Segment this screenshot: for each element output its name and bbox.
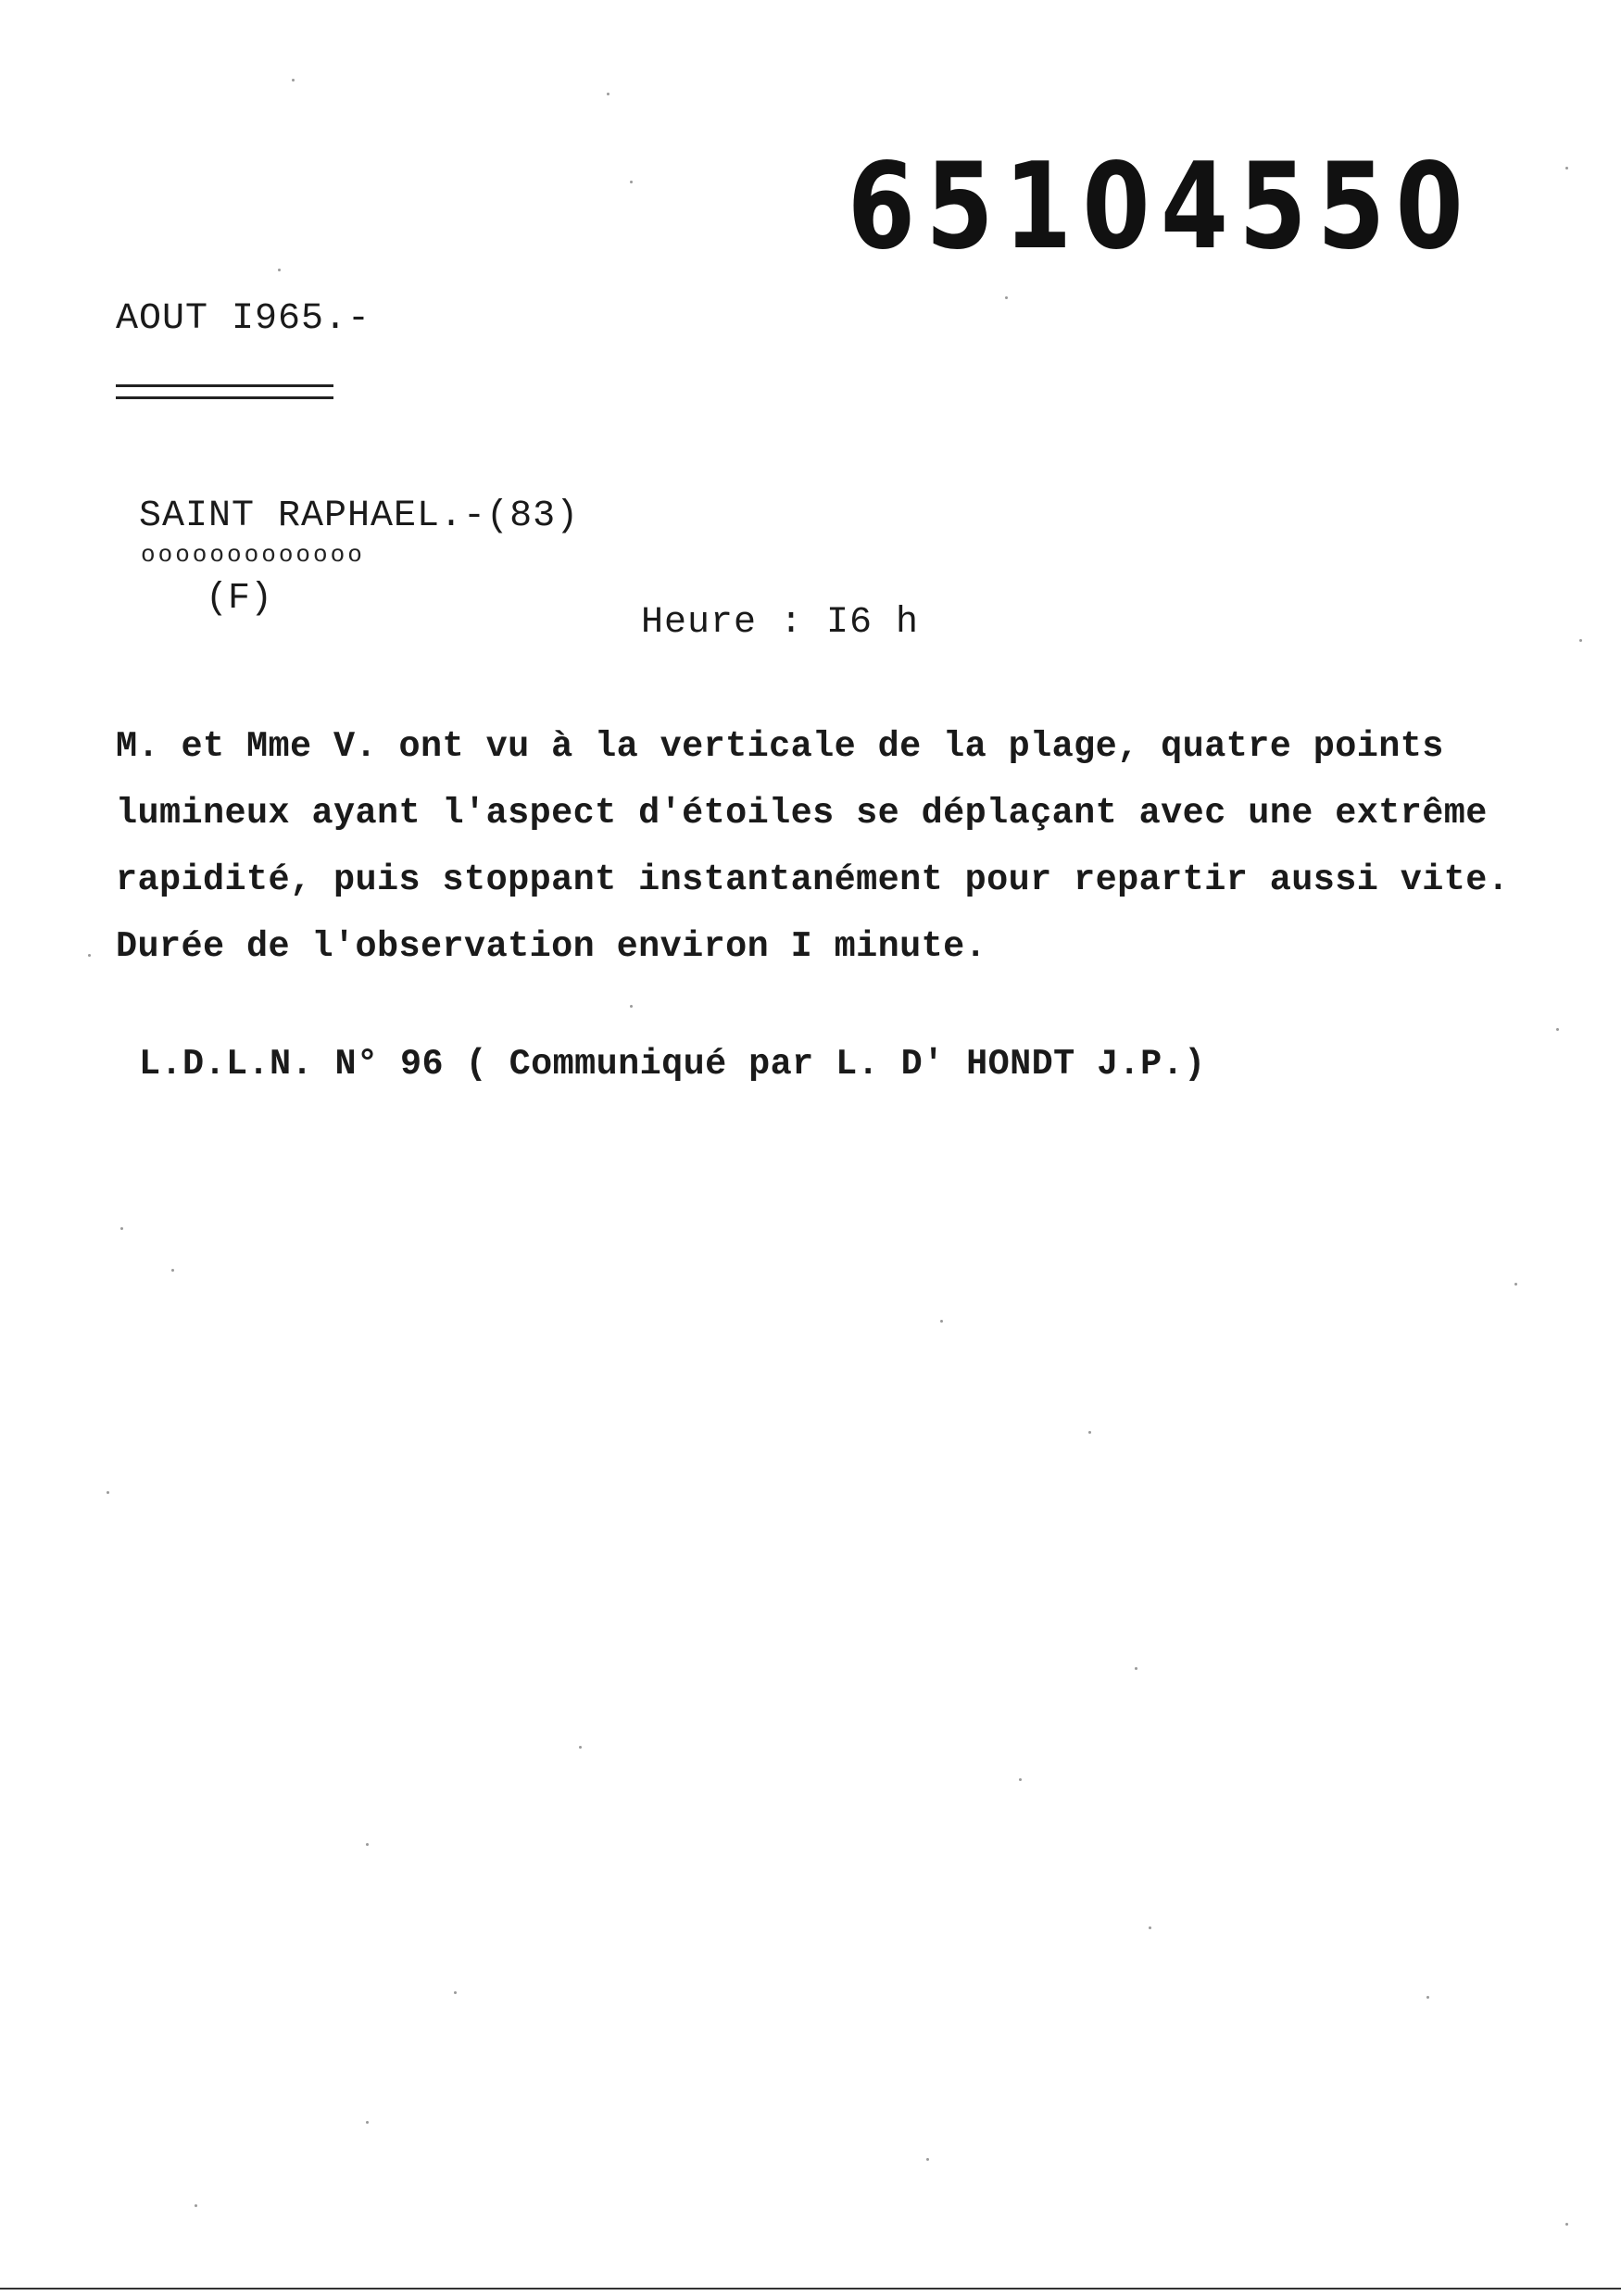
observation-time: Heure : I6 h (641, 602, 920, 644)
location-heading: SAINT RAPHAEL.-(83) (139, 496, 580, 537)
scan-speck (1149, 1926, 1151, 1929)
scan-speck (1579, 639, 1582, 642)
scan-speck (107, 1491, 109, 1494)
scan-speck (1019, 1778, 1022, 1781)
location-underline: ooooooooooooo (141, 541, 365, 569)
scan-speck (940, 1320, 943, 1323)
scan-speck (579, 1746, 582, 1749)
date-double-underline (116, 384, 333, 399)
scan-speck (1514, 1283, 1517, 1286)
scan-speck (454, 1991, 457, 1994)
scan-speck (607, 93, 609, 95)
scan-speck (926, 2158, 929, 2161)
scan-speck (278, 269, 281, 271)
description-line: lumineux ayant l'aspect d'étoiles se déplaçant avec une extrême (116, 793, 1488, 834)
observation-description (116, 713, 1561, 980)
description-line: Durée de l'observation environ I minute. (116, 926, 987, 967)
scan-speck (1088, 1431, 1091, 1434)
scan-speck (120, 1227, 123, 1230)
source-citation: L.D.L.N. N° 96 ( Communiqué par L. D' HONDT J.P.) (139, 1044, 1206, 1085)
description-line: rapidité, puis stoppant instantanément pour repartir aussi vite. (116, 859, 1510, 900)
scan-speck (1135, 1667, 1137, 1670)
scan-speck (1565, 2223, 1568, 2226)
report-date: AOUT I965.- (116, 298, 371, 340)
scan-speck (366, 1843, 369, 1846)
scan-speck (1556, 1028, 1559, 1031)
scan-speck (292, 79, 295, 82)
scan-speck (630, 181, 633, 183)
scan-bottom-edge (0, 2288, 1621, 2290)
scan-speck (195, 2204, 197, 2207)
scan-speck (171, 1269, 174, 1272)
description-line: M. et Mme V. ont vu à la verticale de la plage, quatre points (116, 726, 1444, 767)
scan-speck (88, 954, 91, 957)
scan-speck (1426, 1996, 1429, 1999)
scan-speck (1565, 167, 1568, 169)
scan-speck (1005, 296, 1008, 299)
scan-speck (366, 2121, 369, 2124)
reference-number: 65104550 (848, 138, 1475, 276)
scan-speck (630, 1005, 633, 1008)
country-code: (F) (206, 578, 273, 620)
